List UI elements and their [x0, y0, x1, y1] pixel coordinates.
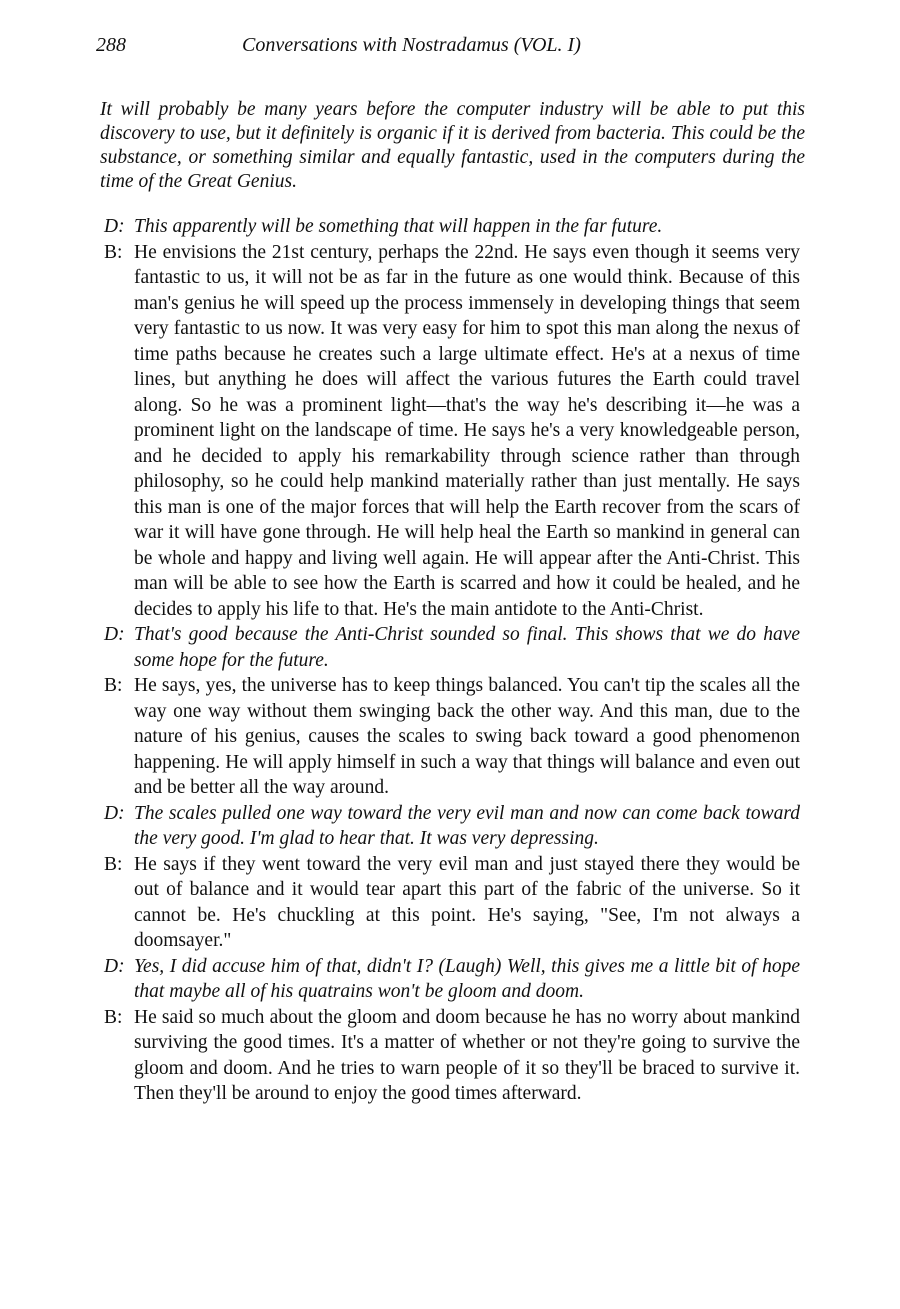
dialogue-turn [104, 852, 800, 954]
dialogue-turn [104, 954, 800, 1005]
turn-text: The scales pulled one way toward the very evil man and now can come back toward the very good. I'm glad to hear that. It was very depressing. [134, 802, 800, 849]
speaker-label: D: [104, 624, 125, 645]
dialogue-turn [104, 801, 800, 852]
turn-text: He says, yes, the universe has to keep things balanced. You can't tip the scales all the way one way without them swinging back the other way. And this man, due to the nature of his genius, causes the scales to swing back toward a good phenomenon happening. He will apply himself in such a way that things will balance and even out and be better all the way around. [134, 675, 800, 798]
dialogue-turn [104, 214, 800, 240]
turn-text: That's good because the Anti-Christ sounded so final. This shows that we do have some hope for the future. [134, 624, 800, 671]
dialogue-turn [104, 673, 800, 801]
dialogue [104, 214, 800, 1107]
turn-text: He envisions the 21st century, perhaps the 22nd. He says even though it seems very fantastic to us, it will not be as far in the future as one would think. Because of this man's genius he will speed up the process immensely in developing things that seem very fantastic to us now. It was very easy for him to spot this man along the nexus of time paths because he creates such a large ultimate effect. He's at a nexus of time lines, but anything he does will affect the various futures the Earth could travel along. So he was a prominent light—that's the way he's describing it—he was a prominent light on the landscape of time. He says he's a very knowledgeable person, and he decided to apply his remarkability through science rather than through philosophy, so he could help mankind materially rather than just mentally. He says this man is one of the major forces that will help the Earth recover from the scars of war it will have gone through. He will help heal the Earth so mankind in general can be whole and happy and living well again. He will appear after the Anti-Christ. This man will be able to see how the Earth is scarred and how it could be healed, and he decides to apply his life to that. He's the main antidote to the Anti-Christ. [134, 241, 800, 620]
turn-text: He says if they went toward the very evil man and just stayed there they would be out of balance and it would tear apart this part of the fabric of the universe. So it cannot be. He's chuckling at this point. He's saying, "See, I'm not always a doomsayer." [134, 853, 800, 951]
page-number: 288 [96, 34, 126, 56]
speaker-label: D: [104, 955, 125, 977]
running-title: Conversations with Nostradamus (VOL. I) [242, 34, 581, 56]
speaker-label: B: [104, 675, 123, 696]
dialogue-turn [104, 1005, 800, 1107]
turn-text: He said so much about the gloom and doom because he has no worry about mankind surviving the good times. It's a matter of whether or not they're going to survive the gloom and doom. And he tries to warn people of it so they'll be braced to survive it. Then they'll be around to enjoy the good times afterward. [134, 1006, 800, 1104]
speaker-label: D: [104, 802, 125, 824]
speaker-label: B: [104, 241, 123, 263]
speaker-label: D: [104, 216, 125, 237]
intro-paragraph: It will probably be many years before the computer industry will be able to put this discovery to use, but it definitely is organic if it is derived from bacteria. This could be the substance, or something similar and equally fantastic, used in the computers during the time of the Great Genius. [100, 99, 805, 192]
dialogue-turn [104, 240, 800, 623]
turn-text: Yes, I did accuse him of that, didn't I? (Laugh) Well, this gives me a little bit of hope that maybe all of his quatrains won't be gloom and doom. [134, 955, 800, 1002]
speaker-label: B: [104, 1006, 123, 1028]
dialogue-turn [104, 622, 800, 673]
turn-text: This apparently will be something that will happen in the far future. [134, 216, 663, 237]
speaker-label: B: [104, 853, 123, 875]
page-header [96, 30, 804, 60]
